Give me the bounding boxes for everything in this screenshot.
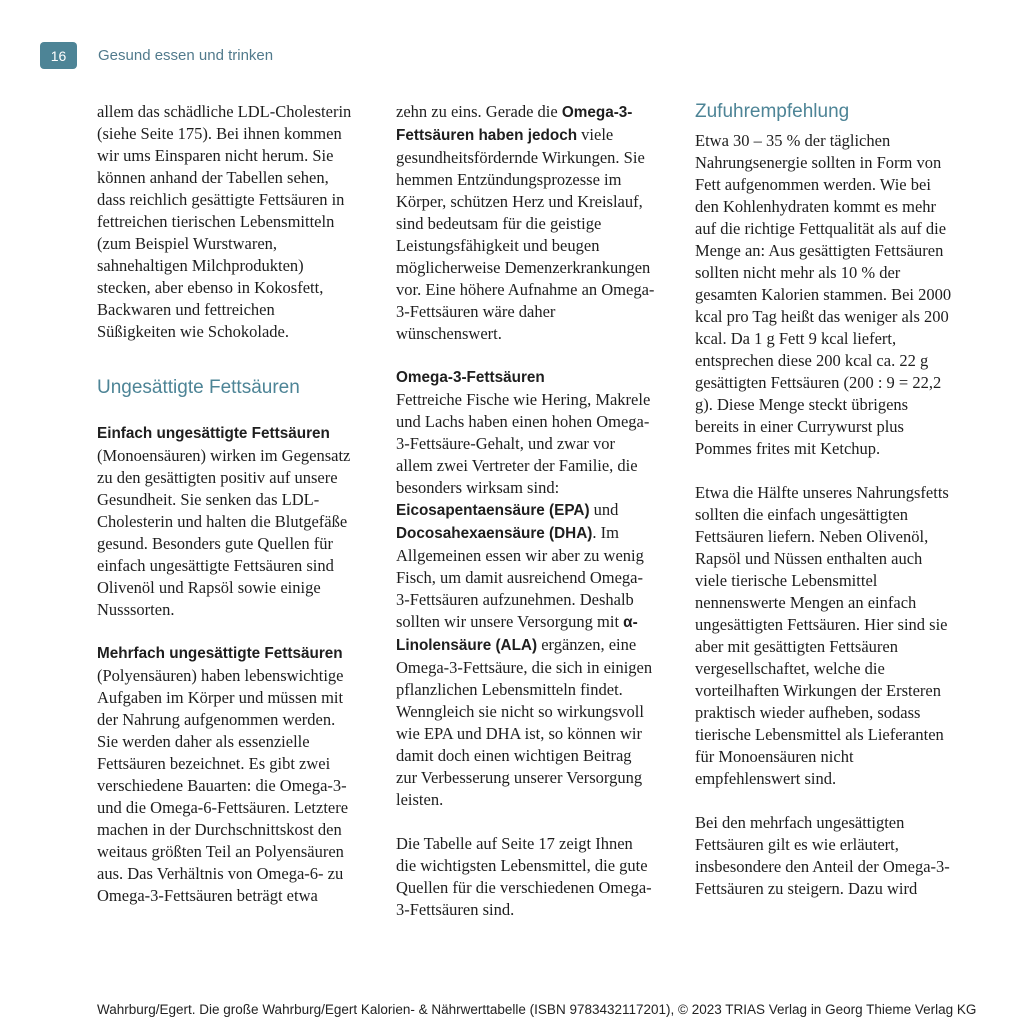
section-heading: Ungesättigte Fettsäuren [97, 377, 300, 398]
text-run: allem das schädliche LDL-Cholesterin (siehe Seite 175). Bei ihnen kommen wir ums Einsparen nicht herum. Sie können anhand der Tabellen sehen, dass reichlich gesättigte Fettsäuren in fettreichen tierischen Lebensmitteln (zum Beispiel Wurstwaren, sahnehaltigen Milchprodukten) stecken, aber ebenso in Kokosfett, Backwaren und fettreichen Süßigkeiten wie Schokolade. [97, 102, 352, 341]
section-heading: Zufuhrempfehlung [695, 101, 850, 122]
text-run: ergänzen, eine Omega-3-Fettsäure, die sich in einigen pflanzlichen Lebensmitteln findet. Wenngleich sie nicht so wirkungsvoll wie EPA und DHA ist, so können wir damit doch einen wichtigen Beitrag zur Verbesserung unserer Versorgung leisten. [396, 635, 653, 809]
paragraph [396, 833, 655, 921]
text-run-bold: α-Linolensäure (ALA) [396, 614, 638, 654]
text-run: Bei den mehrfach ungesättigten Fettsäuren gilt es wie erläutert, insbesondere den Anteil der Omega-3-Fettsäuren zu steigern. Dazu wird [695, 813, 950, 898]
text-column-2 [396, 101, 655, 921]
page-number-badge: 16 [40, 42, 77, 69]
text-run-bold: Docosahexaensäure (DHA) [396, 525, 593, 542]
paragraph [97, 665, 356, 907]
text-columns [97, 101, 955, 921]
text-run-bold: Eicosapentaensäure (EPA) [396, 502, 590, 519]
chapter-title: Gesund essen und trinken [98, 47, 274, 64]
text-run: (Monoensäuren) wirken im Gegensatz zu den gesättigten positiv auf unsere Gesundheit. Sie senken das LDL-Cholesterin und halten die Blutgefäße gesund. Besonders gute Quellen für einfach ungesättigte Fettsäuren sind Olivenöl und Rapsöl sowie einige Nusssorten. [97, 446, 351, 619]
text-run: Etwa die Hälfte unseres Nahrungsfetts sollten die einfach ungesättigten Fettsäuren liefern. Neben Olivenöl, Rapsöl und Nüssen enthalten auch viele tierische Lebensmittel nennenswerte Mengen an einfach ungesättigten Fettsäuren. Hier sind sie aber mit gesättigten Fettsäuren vergesellschaftet, welche die vorteilhaften Wirkungen der Ersteren praktisch wieder aufheben, sodass tierische Lebensmittel als Lieferanten für Monoensäuren nicht empfehlenswert sind. [695, 483, 949, 788]
text-run: Etwa 30 – 35 % der täglichen Nahrungsenergie sollten in Form von Fett aufgenommen werden. Wie bei den Kohlenhydraten kommt es mehr auf die richtige Fettqualität als auf die Menge an: Aus gesättigten Fettsäuren sollten nicht mehr als 10 % der gesamten Kalorien stammen. Bei 2000 kcal pro Tag heißt das weniger als 200 kcal. Da 1 g Fett 9 kcal liefert, entsprechen diese 200 kcal ca. 22 g gesättigten Fettsäuren (200 : 9 = 22,2 g). Diese Menge steckt übrigens bereits in einer Currywurst plus Pommes frites mit Ketchup. [695, 131, 952, 458]
paragraph [396, 101, 655, 345]
text-run: Fettreiche Fische wie Hering, Makrele und Lachs haben einen hohen Omega-3-Fettsäure-Gehalt, und zwar vor allem zwei Vertreter der Familie, die besonders wirksam sind: [396, 390, 651, 497]
paragraph [396, 389, 655, 811]
paragraph [695, 482, 954, 790]
paragraph [97, 101, 356, 343]
text-run: und [589, 500, 619, 519]
subsection-heading: Einfach ungesättigte Fettsäuren [97, 425, 330, 442]
text-run-bold: Omega-3-Fettsäuren haben jedoch [396, 104, 633, 144]
text-run: (Polyensäuren) haben lebenswichtige Aufgaben im Körper und müssen mit der Nahrung aufgenommen werden. Sie werden daher als essenzielle Fettsäuren bezeichnet. Es gibt zwei verschiedene Bauarten: die Omega-3- und die Omega-6-Fettsäuren. Letztere machen in der Durchschnittskost den weitaus größten Teil an Polyensäuren aus. Das Verhältnis von Omega-6- zu Omega-3-Fettsäuren beträgt etwa [97, 666, 349, 905]
subsection-heading: Omega-3-Fettsäuren [396, 369, 545, 386]
paragraph [97, 445, 356, 621]
subsection-heading: Mehrfach ungesättigte Fettsäuren [97, 645, 343, 662]
paragraph [695, 130, 954, 460]
text-column-1 [97, 101, 356, 921]
footer-imprint: Wahrburg/Egert. Die große Wahrburg/Egert Kalorien- & Nährwerttabelle (ISBN 9783432117201), © 2023 TRIAS Verlag in Georg Thieme Verlag KG [97, 1002, 977, 1017]
text-run: viele gesundheitsfördernde Wirkungen. Sie hemmen Entzündungsprozesse im Körper, schützen Herz und Kreislauf, sind bedeutsam für die geistige Leistungsfähigkeit und beugen möglicherweise Demenzerkrankungen vor. Eine höhere Aufnahme an Omega-3-Fettsäuren wäre daher wünschenswert. [396, 125, 655, 343]
page-header [40, 42, 273, 69]
text-run: Die Tabelle auf Seite 17 zeigt Ihnen die wichtigsten Lebensmittel, die gute Quellen für die verschiedenen Omega-3-Fettsäuren sind. [396, 834, 652, 919]
text-run: . Im Allgemeinen essen wir aber zu wenig Fisch, um damit ausreichend Omega-3-Fettsäuren aufzunehmen. Deshalb sollten wir unsere Versorgung mit [396, 523, 644, 631]
text-run: zehn zu eins. Gerade die [396, 102, 562, 121]
paragraph [695, 812, 954, 900]
text-column-3 [695, 101, 954, 921]
